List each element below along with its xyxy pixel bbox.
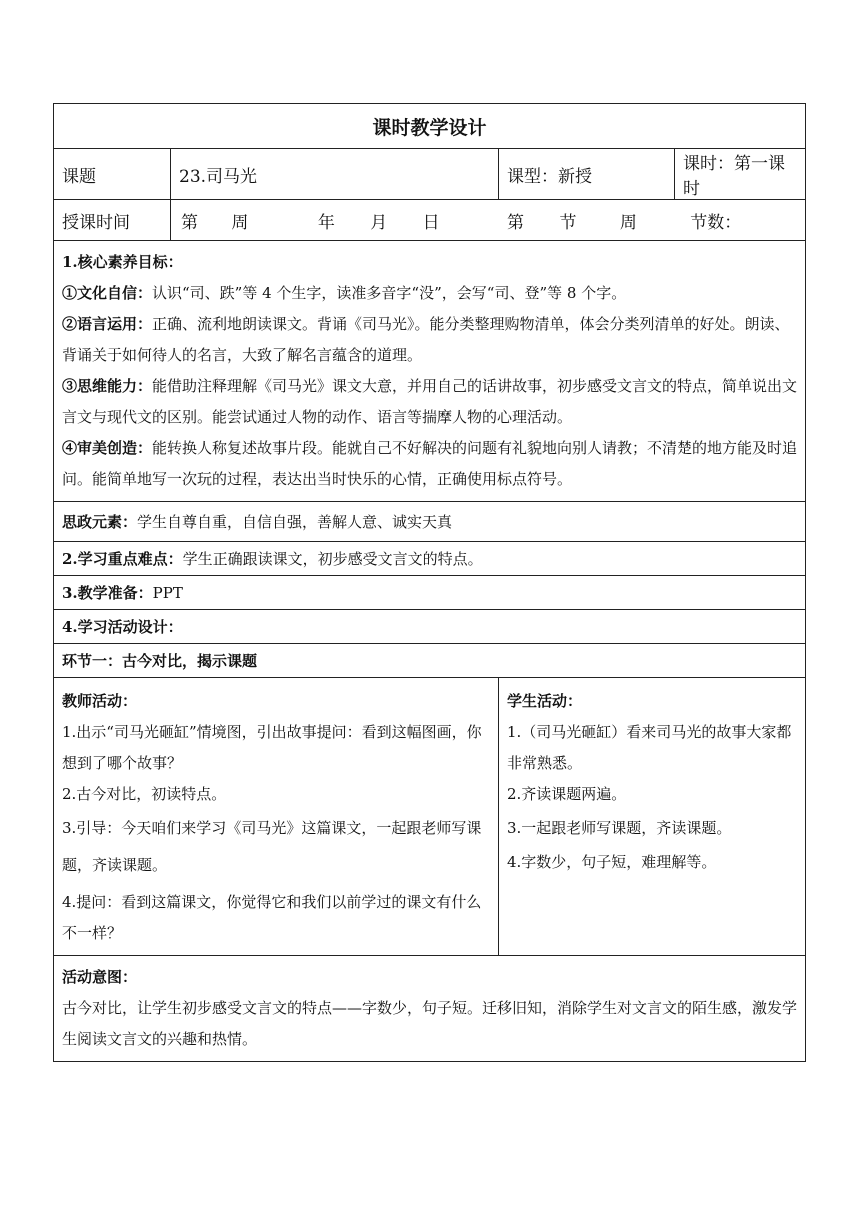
time-part: 节数： <box>690 212 742 233</box>
time-part: 周 <box>619 212 637 233</box>
prep-row: 3.教学准备：PPT <box>54 576 806 610</box>
lesson-plan-document <box>53 103 805 1062</box>
lesson-type: 课型：新授 <box>499 149 675 200</box>
topic-label: 课题 <box>54 149 171 200</box>
student-label: 学生活动： <box>507 692 583 710</box>
teacher-item: 2.古今对比，初读特点。 <box>62 785 227 803</box>
time-part: 第 <box>507 212 525 233</box>
student-item: 3.一起跟老师写课题，齐读课题。 <box>507 819 732 837</box>
time-label: 授课时间 <box>54 200 171 241</box>
activity-intent <box>54 956 806 1062</box>
teacher-item: 3.引导：今天咱们来学习《司马光》这篇课文，一起跟老师写课题，齐读课题。 <box>62 819 482 874</box>
teacher-item: 1.出示“司马光砸缸”情境图，引出故事提问：看到这幅图画，你想到了哪个故事？ <box>62 723 482 772</box>
goal-item: ②语言运用：正确、流利地朗读课文。背诵《司马光》。能分类整理购物清单，体会分类列清单的好处。朗读、背诵关于如何待人的名言，大致了解名言蕴含的道理。 <box>62 315 790 364</box>
goals-heading: 1.核心素养目标： <box>62 253 183 271</box>
goal-item: ①文化自信：认识“司、跌”等 4 个生字，读准多音字“没”，会写“司、登”等 8 个字。 <box>62 284 627 302</box>
time-part: 日 <box>422 212 440 233</box>
topic-value: 23.司马光 <box>171 149 499 200</box>
teacher-item: 4.提问：看到这篇课文，你觉得它和我们以前学过的课文有什么不一样？ <box>62 893 482 942</box>
time-part: 节 <box>559 212 577 233</box>
document-title: 课时教学设计 <box>54 104 806 149</box>
core-goals <box>54 241 806 502</box>
key-points-row: 2.学习重点难点：学生正确跟读课文，初步感受文言文的特点。 <box>54 542 806 576</box>
intent-label: 活动意图： <box>62 968 138 986</box>
activities-heading: 4.学习活动设计： <box>54 610 806 644</box>
student-item: 2.齐读课题两遍。 <box>507 785 627 803</box>
goal-item: ③思维能力：能借助注释理解《司马光》课文大意，并用自己的话讲故事，初步感受文言文的特点，简单说出文言文与现代文的区别。能尝试通过人物的动作、语言等揣摩人物的心理活动。 <box>62 377 798 426</box>
student-activities <box>499 678 806 956</box>
student-item: 4.字数少，句子短，难理解等。 <box>507 853 717 871</box>
intent-text: 古今对比，让学生初步感受文言文的特点——字数少，句子短。迁移旧知，消除学生对文言文的陌生感，激发学生阅读文言文的兴趣和热情。 <box>62 999 798 1048</box>
step-heading: 环节一：古今对比，揭示课题 <box>54 644 806 678</box>
teacher-label: 教师活动： <box>62 692 138 710</box>
time-part: 月 <box>370 212 388 233</box>
goal-item: ④审美创造：能转换人称复述故事片段。能就自己不好解决的问题有礼貌地向别人请教；不清楚的地方能及时追问。能简单地写一次玩的过程，表达出当时快乐的心情，正确使用标点符号。 <box>62 439 798 488</box>
student-item: 1.（司马光砸缸）看来司马光的故事大家都非常熟悉。 <box>507 723 792 772</box>
teacher-activities <box>54 678 499 956</box>
time-part: 年 <box>317 212 335 233</box>
time-part: 第 <box>181 212 198 233</box>
lesson-period: 课时：第一课时 <box>675 149 806 200</box>
time-fields <box>171 200 806 241</box>
lesson-plan-table <box>53 103 806 1062</box>
time-part: 周 <box>231 212 249 233</box>
ideology-row: 思政元素：学生自尊自重，自信自强，善解人意、诚实天真 <box>54 502 806 542</box>
